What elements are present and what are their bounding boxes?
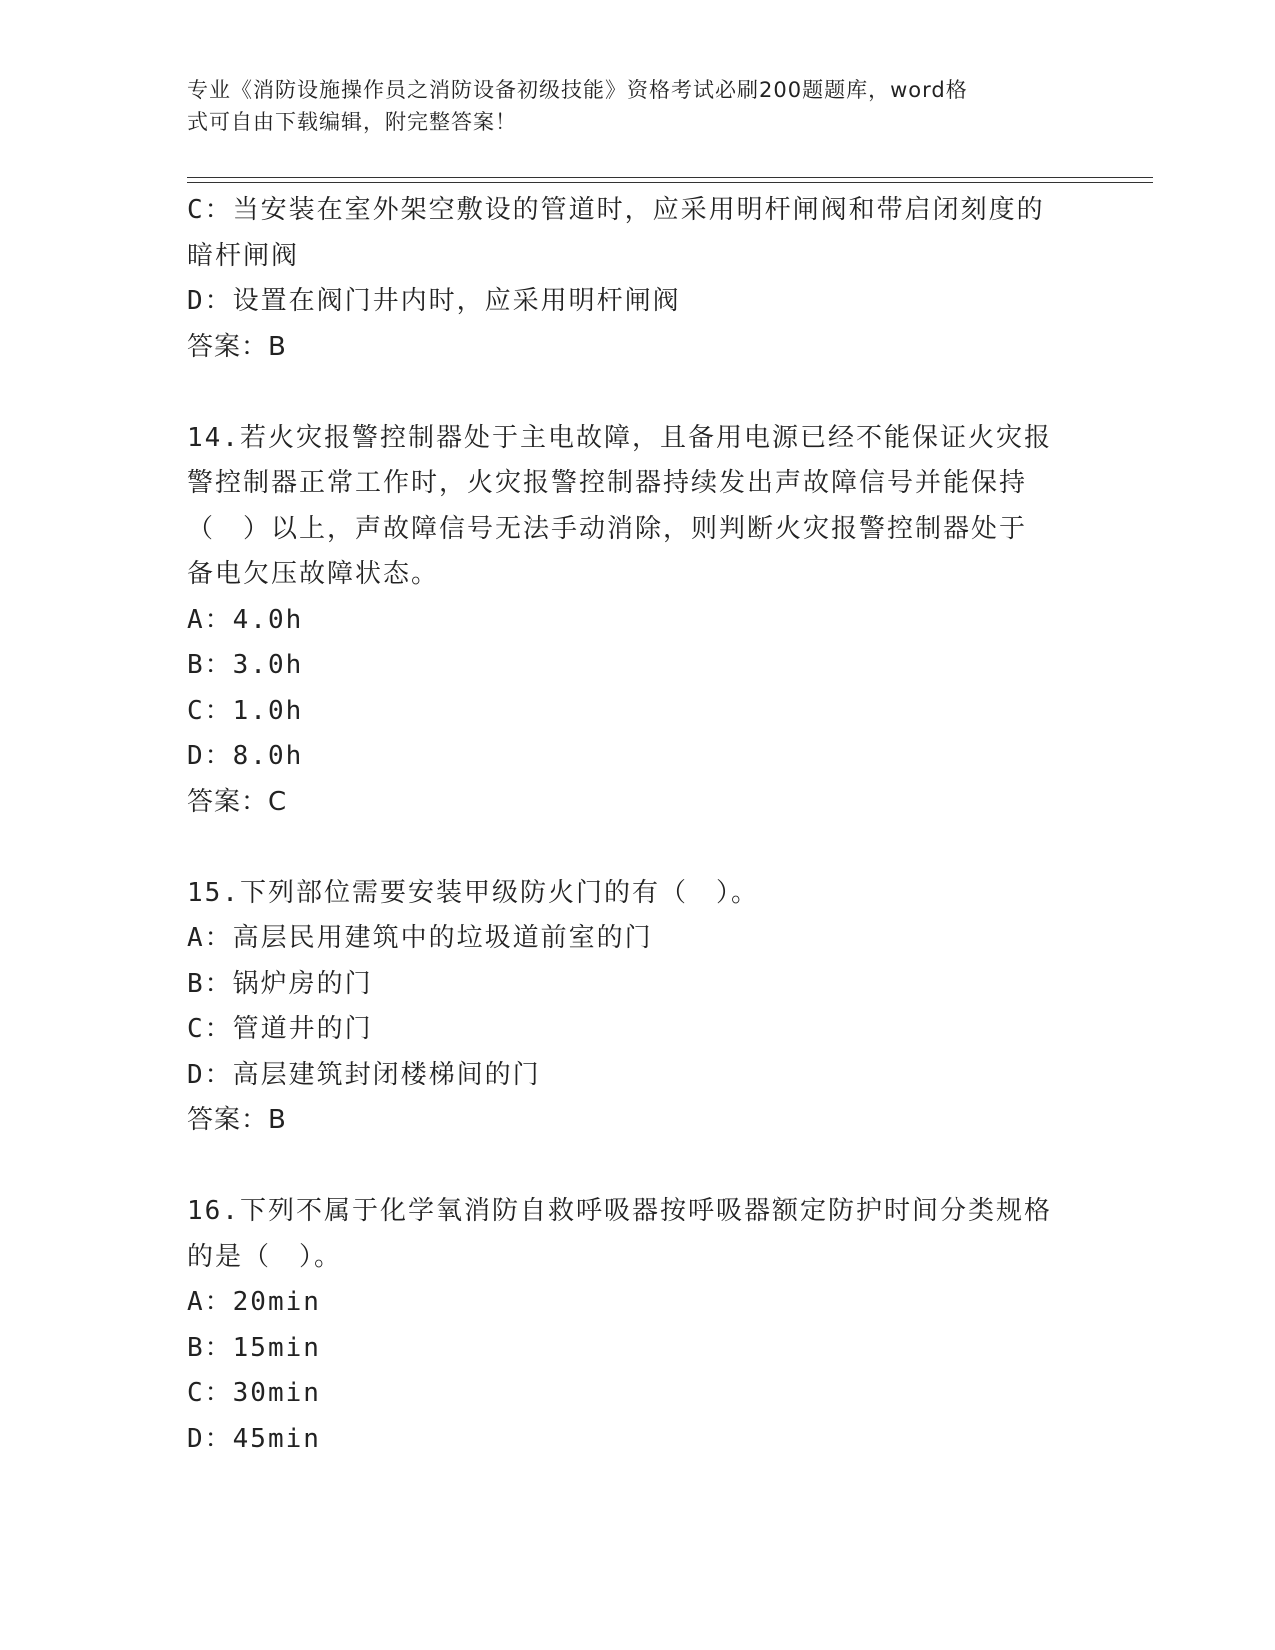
- question-13-continued: [187, 188, 1087, 370]
- option-c: C：管道井的门: [187, 1014, 373, 1044]
- option-c: C：当安装在室外架空敷设的管道时，应采用明杆闸阀和带启闭刻度的: [187, 195, 1045, 225]
- header-line-1: 专业《消防设施操作员之消防设备初级技能》资格考试必刷200题题库，word格: [187, 78, 968, 102]
- spacer: [187, 1144, 1087, 1190]
- answer: 答案：B: [187, 1105, 287, 1135]
- question-text: 的是（ ）。: [187, 1241, 343, 1272]
- question-text: 16.下列不属于化学氧消防自救呼吸器按呼吸器额定防护时间分类规格: [187, 1196, 1052, 1226]
- question-15: [187, 871, 1087, 1144]
- option-b: B：锅炉房的门: [187, 968, 373, 999]
- question-text: 警控制器正常工作时，火灾报警控制器持续发出声故障信号并能保持: [187, 468, 1028, 498]
- answer: 答案：C: [187, 786, 288, 817]
- question-text: 备电欠压故障状态。: [187, 559, 440, 589]
- option-d: D：高层建筑封闭楼梯间的门: [187, 1059, 541, 1090]
- document-body: [187, 188, 1087, 1462]
- option-c: C：30min: [187, 1378, 321, 1408]
- option-a: A：20min: [187, 1287, 321, 1317]
- header-rule-top: [187, 177, 1153, 178]
- spacer: [187, 825, 1087, 871]
- question-text: 14.若火灾报警控制器处于主电故障，且备用电源已经不能保证火灾报: [187, 422, 1052, 453]
- document-header: [187, 74, 1067, 138]
- question-16: [187, 1189, 1087, 1462]
- header-rule-bottom: [187, 182, 1153, 183]
- option-c-continued: 暗杆闸阀: [187, 240, 300, 271]
- option-b: B：15min: [187, 1332, 321, 1363]
- option-d: D：设置在阀门井内时，应采用明杆闸阀: [187, 286, 681, 316]
- option-d: D：8.0h: [187, 741, 304, 771]
- answer: 答案：B: [187, 331, 287, 362]
- option-a: A：高层民用建筑中的垃圾道前室的门: [187, 923, 653, 953]
- option-b: B：3.0h: [187, 650, 304, 680]
- option-c: C：1.0h: [187, 695, 304, 726]
- question-14: [187, 416, 1087, 826]
- header-line-2: 式可自由下载编辑，附完整答案！: [187, 110, 517, 134]
- spacer: [187, 370, 1087, 416]
- question-text: （ ）以上，声故障信号无法手动消除，则判断火灾报警控制器处于: [187, 513, 1028, 544]
- option-a: A：4.0h: [187, 604, 304, 635]
- option-d: D：45min: [187, 1423, 321, 1454]
- question-text: 15.下列部位需要安装甲级防火门的有（ ）。: [187, 877, 759, 908]
